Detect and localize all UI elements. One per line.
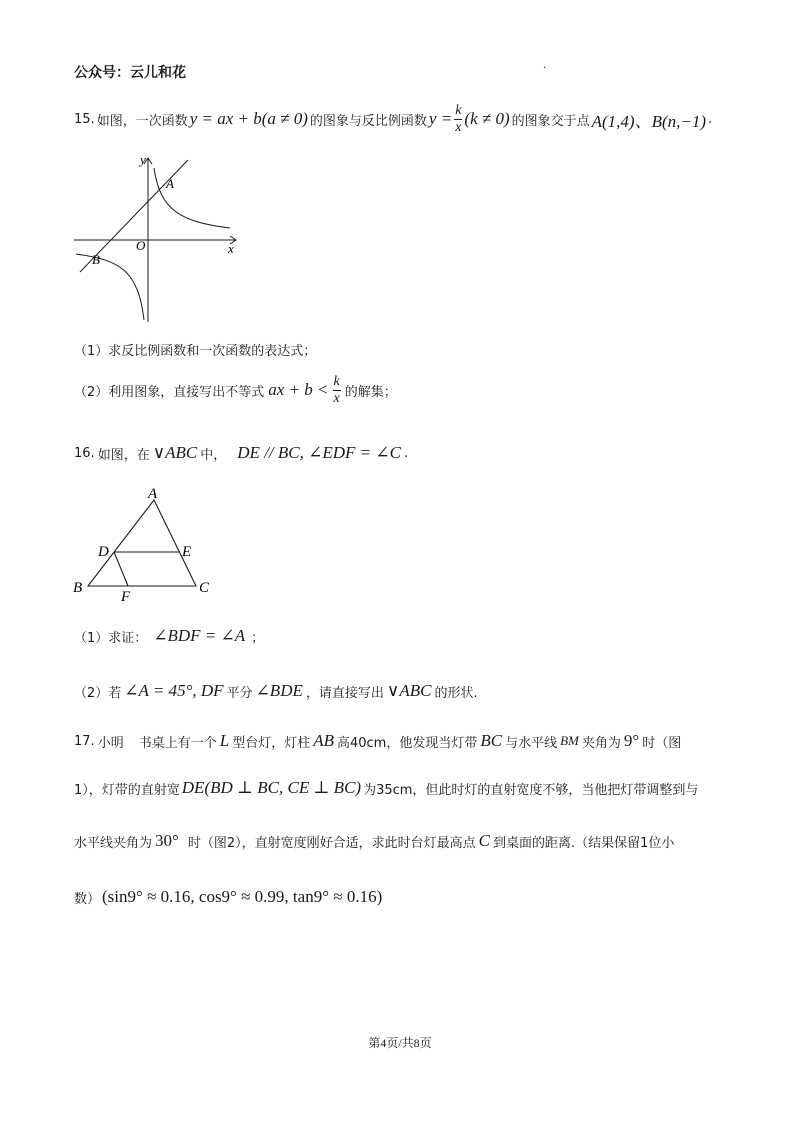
label-a: A [148, 486, 158, 502]
q16-part2-math1: ∠A = 45°, DF [124, 681, 224, 700]
q17-l4-math: (sin9° ≈ 0.16, cos9° ≈ 0.99, tan9° ≈ 0.16) [102, 887, 383, 906]
q17-number: 17. [74, 733, 95, 749]
label-origin: O [136, 238, 146, 253]
q17-l3-a: 水平线夹角为 [74, 835, 153, 851]
q17-l1-g: 时（图 [642, 735, 682, 751]
q17-l3-c: 到桌面的距离.（结果保留1位小 [492, 835, 675, 851]
q15-points: A(1,4)、B(n,−1) [591, 111, 707, 131]
q17-l3-angle: 30° [155, 831, 179, 850]
page-footer: 第4页/共8页 [368, 1036, 432, 1050]
q17-line1 [74, 728, 681, 754]
q16-text2: 中， [200, 447, 227, 463]
q15-k-cond: (k ≠ 0) [464, 109, 510, 128]
q17-l1-f: 夹角为 [581, 735, 621, 751]
q16-part1-math: ∠BDF = ∠A [153, 626, 246, 645]
triangle-abc [88, 500, 196, 586]
q15-ineq-fraction [333, 375, 341, 406]
q17-l1-L: L [219, 731, 230, 750]
q17-line2 [74, 776, 698, 800]
label-e: E [182, 544, 192, 560]
q16-part2-text-a: （2）若 [74, 685, 122, 701]
q15-part1: （1）求反比例函数和一次函数的表达式； [74, 344, 317, 359]
hyperbola-branch-q3 [76, 254, 144, 320]
label-x: x [228, 241, 234, 256]
q16-part1 [74, 622, 264, 650]
q16-part2 [74, 677, 478, 705]
label-f: F [121, 589, 131, 604]
q17-l1-a: 小明 [97, 735, 124, 751]
q15-part2-text-a: （2）利用图象，直接写出不等式 [74, 384, 265, 400]
q15-ineq-num: k [333, 373, 340, 389]
q16-part1-text: （1）求证： [74, 630, 148, 646]
q15-frac-den: x [455, 119, 462, 135]
page-header-title: 公众号：云儿和花 [74, 65, 186, 81]
q15-end: . [708, 111, 713, 127]
label-y: y [140, 152, 146, 167]
q17-l1-d: 高40cm，他发现当灯带 [336, 735, 478, 751]
q15-text2: 的图象与反比例函数 [309, 113, 427, 129]
q17-l1-AB: AB [313, 731, 334, 750]
q15-y-eq: y = [428, 109, 453, 128]
q16-stem [74, 441, 408, 465]
q17-line3 [74, 826, 674, 856]
label-point-a: A [166, 176, 174, 191]
label-b: B [73, 580, 83, 596]
q15-figure [70, 150, 250, 330]
label-c: C [199, 580, 210, 596]
q15-part2 [74, 370, 397, 410]
q16-part2-text-d: 的形状. [434, 685, 478, 701]
q15-text3: 的图象交于点 [511, 113, 590, 129]
label-point-b: B [92, 252, 100, 267]
q15-ineq-den: x [333, 390, 340, 406]
q15-fraction [454, 104, 462, 135]
q16-condition: DE // BC, ∠EDF = ∠C [237, 443, 401, 462]
q16-part2-text-b: 平分 [226, 685, 253, 701]
q15-stem [74, 104, 712, 134]
q17-l4-a: 数） [74, 891, 101, 907]
q15-number: 15. [74, 111, 95, 127]
q17-l3-b: 时（图2），直射宽度刚好合适，求此时台灯最高点 [187, 835, 476, 851]
q17-l1-e: 与水平线 [505, 735, 558, 751]
q16-part2-math2: ∠BDE [255, 681, 303, 700]
q15-linear-formula: y = ax + b(a ≠ 0) [189, 109, 308, 128]
label-d: D [98, 544, 109, 560]
q17-l2-math: DE(BD ⊥ BC, CE ⊥ BC) [181, 778, 362, 797]
q15-text1: 如图，一次函数 [96, 113, 188, 129]
q17-l1-BM: BM [560, 733, 579, 748]
segment-df [114, 552, 128, 586]
q17-l2-a: 1），灯带的直射宽 [74, 782, 180, 798]
q17-line4 [74, 882, 382, 912]
q16-number: 16. [74, 445, 95, 461]
q17-l1-b: 书桌上有一个 [138, 735, 217, 751]
q16-part2-math3: ∨ABC [386, 681, 432, 700]
q17-l1-c: 型台灯，灯柱 [232, 735, 311, 751]
q16-triangle: ∨ABC [152, 443, 198, 462]
q16-figure [70, 484, 220, 604]
header-dot: . [543, 60, 547, 71]
q16-part1-end: ； [251, 630, 265, 646]
q15-ineq-lhs: ax + b < [268, 380, 329, 399]
q17-l1-BC: BC [480, 731, 503, 750]
q16-text1: 如图，在 [97, 447, 150, 463]
q16-end: . [403, 445, 409, 461]
q15-part2-text-b: 的解集； [344, 384, 397, 400]
q17-l1-angle: 9° [623, 731, 640, 750]
q17-l2-b: 为35cm，但此时灯的直射宽度不够，当他把灯带调整到与 [363, 782, 699, 798]
q16-part2-text-c: ，请直接写出 [305, 685, 384, 701]
q17-l3-C: C [478, 831, 490, 850]
q15-frac-num: k [455, 102, 462, 118]
